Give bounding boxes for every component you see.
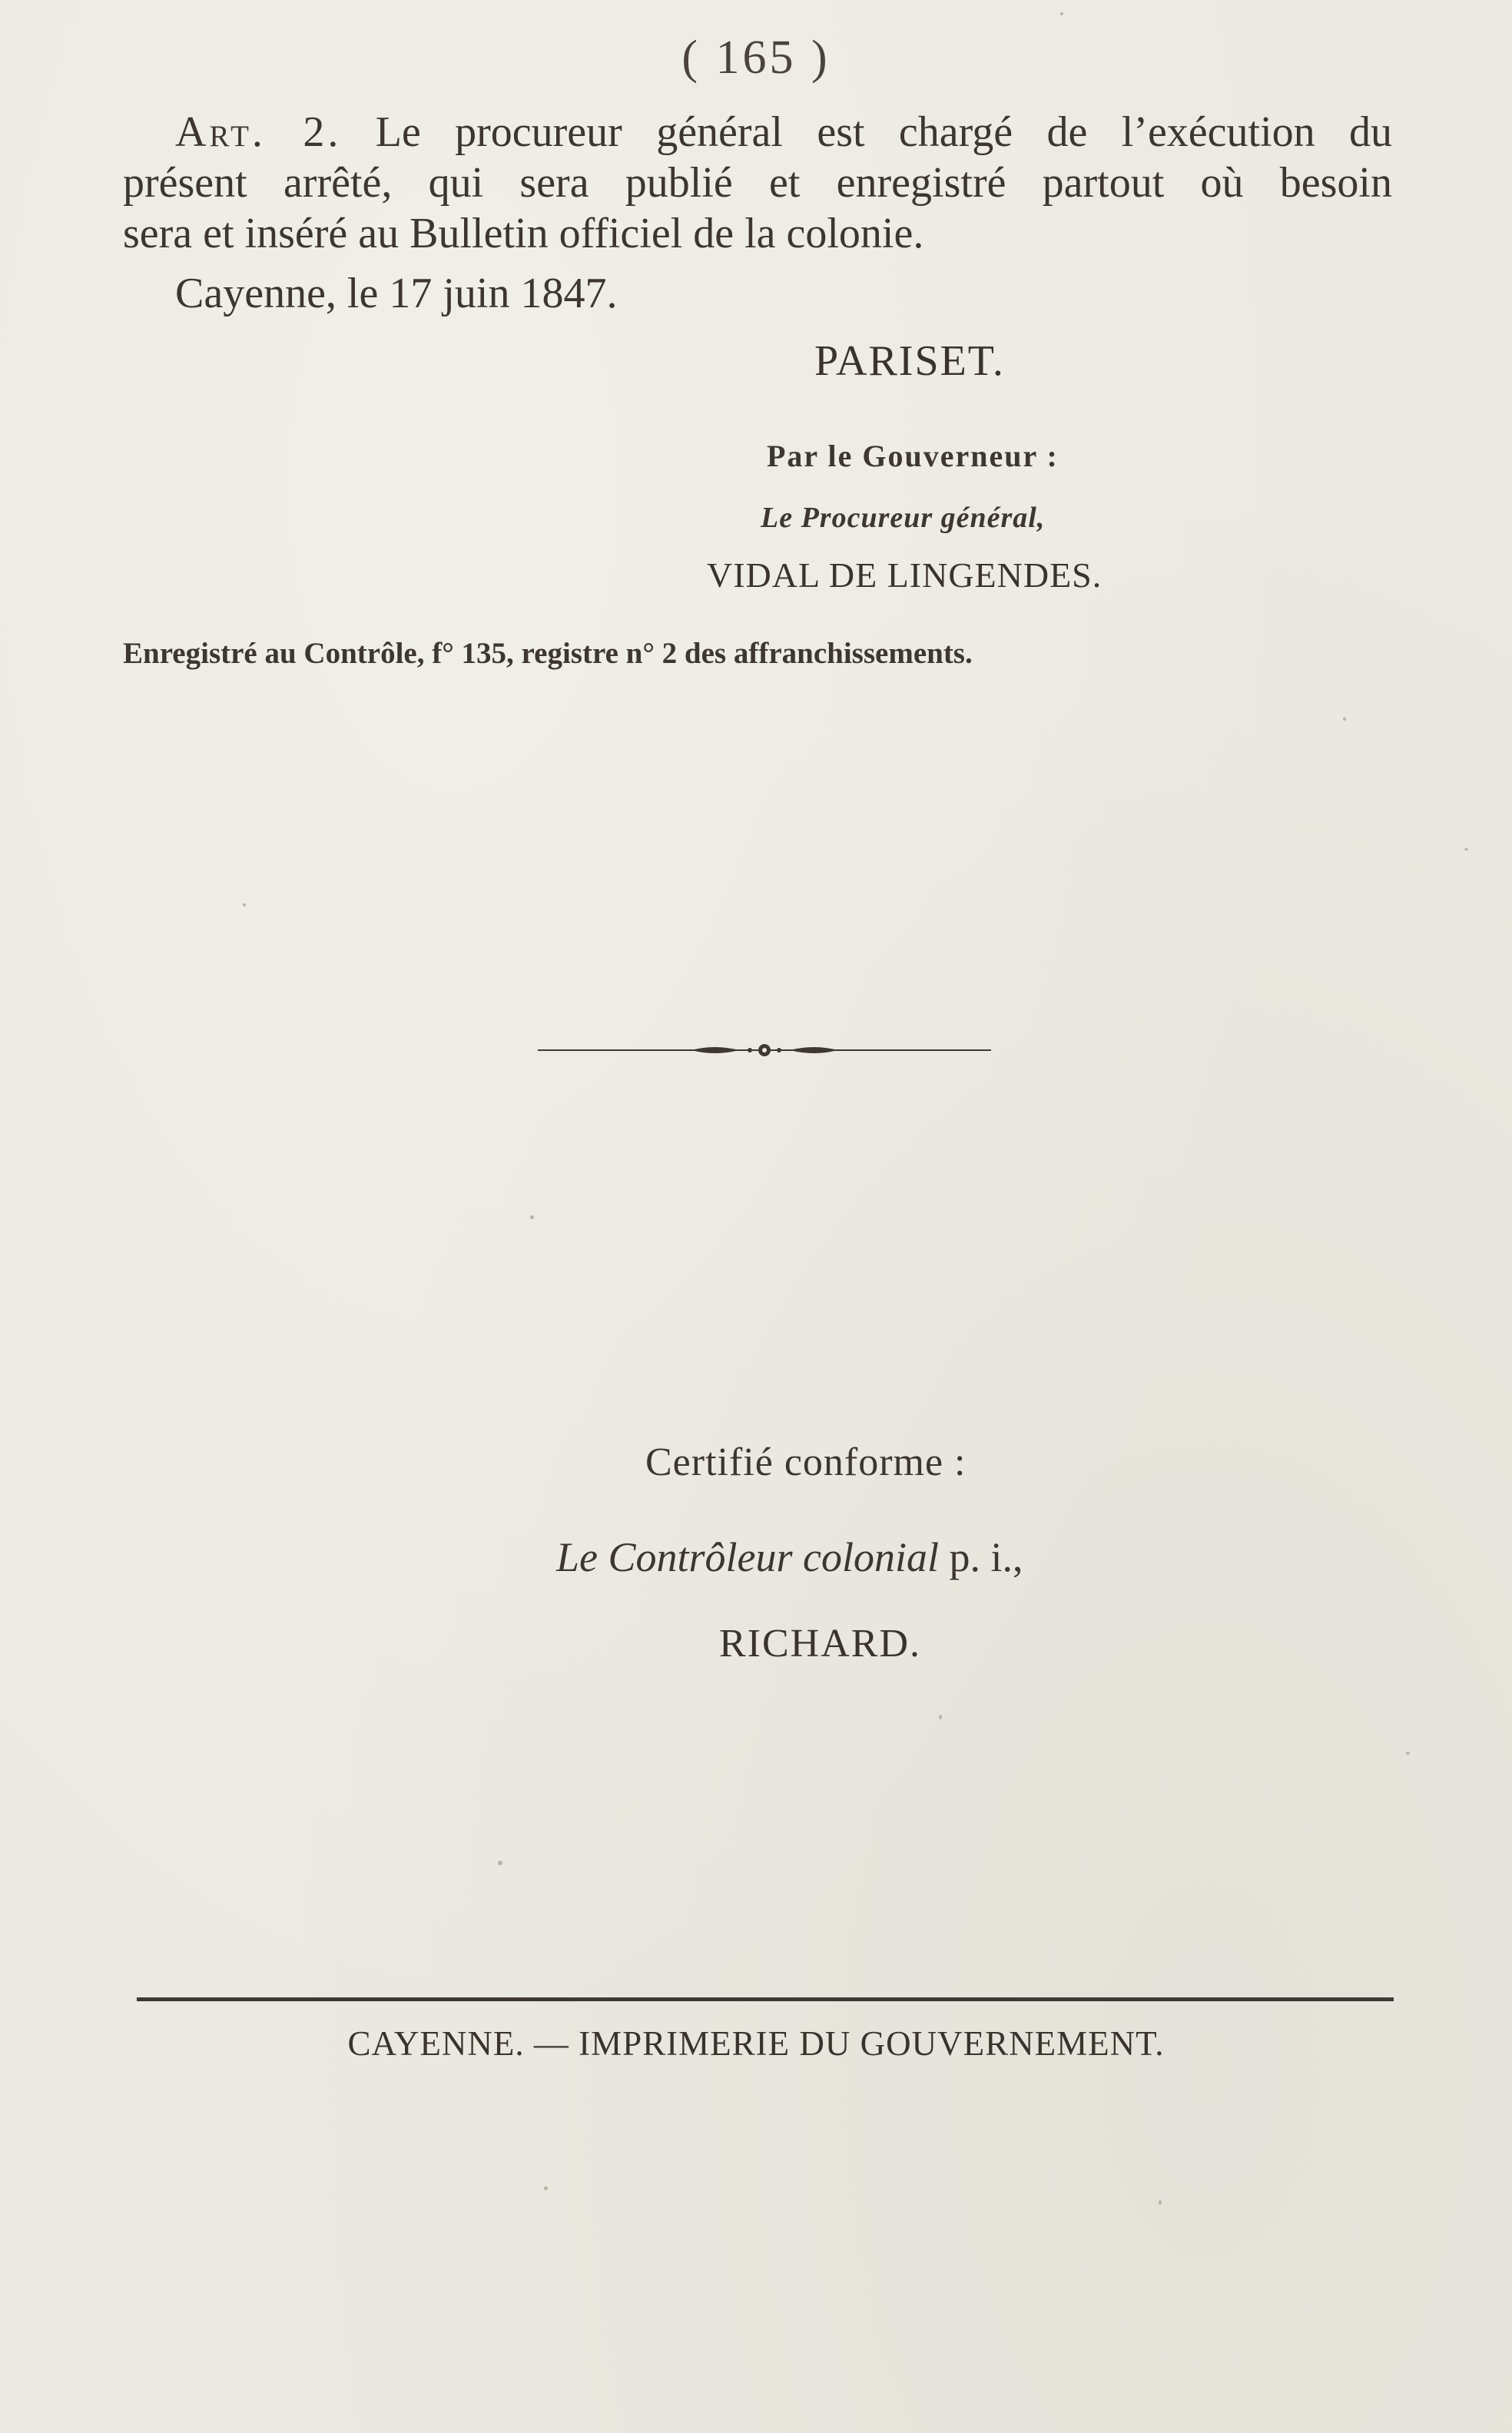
paper-speck <box>1060 12 1063 15</box>
controleur-title <box>556 1533 1023 1581</box>
registration-note: Enregistré au Contrôle, f° 135, registre n° 2 des affranchissements. <box>123 637 973 670</box>
controleur-title-italic: Le Contrôleur colonial <box>556 1534 939 1580</box>
footer-rule <box>137 1997 1394 2001</box>
paper-speck <box>1343 718 1346 721</box>
par-le-gouverneur: Par le Gouverneur : <box>767 439 1059 473</box>
controleur-title-suffix: p. i., <box>949 1534 1023 1580</box>
dateline: Cayenne, le 17 juin 1847. <box>175 270 618 317</box>
paper-speck <box>1406 1752 1410 1755</box>
paper-speck <box>1159 2200 1162 2205</box>
article-label: Art. 2. <box>175 108 342 156</box>
controleur-signature: RICHARD. <box>719 1622 922 1666</box>
paper-speck <box>1464 848 1468 850</box>
ornamental-divider <box>538 1039 991 1061</box>
procureur-title: Le Procureur général, <box>761 502 1046 534</box>
article-line-3: sera et inséré au Bulletin officiel de la colonie. <box>123 210 924 257</box>
procureur-signature: VIDAL DE LINGENDES. <box>707 555 1102 595</box>
paper-speck <box>939 1715 942 1719</box>
paper-speck <box>544 2186 548 2190</box>
article-line-1 <box>175 108 1392 157</box>
article-line-1-text: Le procureur général est chargé de l’exécution du <box>375 108 1393 156</box>
printer-imprint: CAYENNE. — IMPRIMERIE DU GOUVERNEMENT. <box>347 2024 1165 2063</box>
paper-speck <box>243 903 246 907</box>
governor-signature: PARISET. <box>814 337 1005 385</box>
paper-speck <box>530 1215 534 1219</box>
certification-heading: Certifié conforme : <box>645 1440 967 1484</box>
page-number: ( 165 ) <box>681 31 831 84</box>
paper-speck <box>498 1861 502 1865</box>
article-line-2: présent arrêté, qui sera publié et enregistré partout où besoin <box>123 159 1392 207</box>
